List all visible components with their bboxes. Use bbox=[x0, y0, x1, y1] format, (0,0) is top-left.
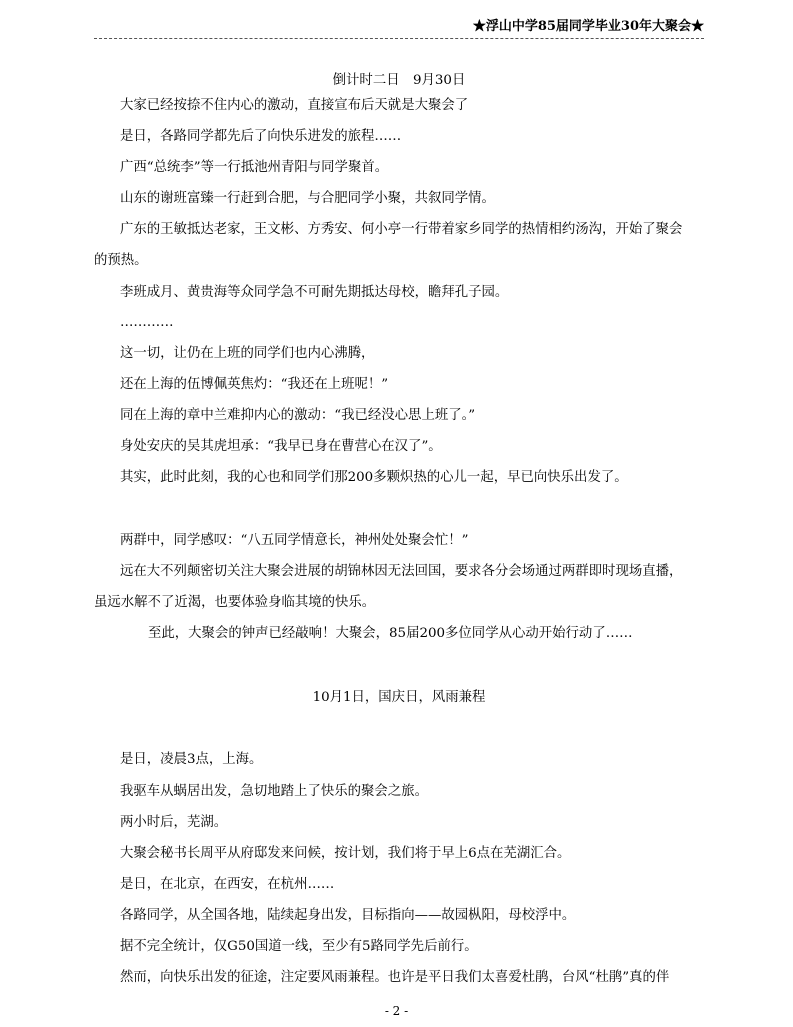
paragraph-line: 远在大不列颠密切关注大聚会进展的胡锦林因无法回国，要求各分会场通过两群即时现场直播， bbox=[120, 564, 683, 579]
header-rule bbox=[94, 38, 704, 39]
running-header: ★浮山中学85届同学毕业30年大聚会★ bbox=[472, 19, 704, 34]
paragraph-line: 大家已经按捺不住内心的激动，直接宣布后天就是大聚会了 bbox=[120, 98, 469, 113]
paragraph-line: 的预热。 bbox=[94, 253, 148, 268]
paragraph-line: 是日，各路同学都先后了向快乐进发的旅程…… bbox=[120, 129, 402, 144]
paragraph-line: 两群中，同学感叹：“八五同学情意长，神州处处聚会忙！” bbox=[120, 533, 469, 548]
paragraph-line: 广东的王敏抵达老家，王文彬、方秀安、何小亭一行带着家乡同学的热情相约汤沟，开始了聚会 bbox=[120, 222, 683, 237]
paragraph-line: 至此，大聚会的钟声已经敲响！大聚会，85届200多位同学从心动开始行动了…… bbox=[148, 626, 633, 641]
paragraph-line: 广西“总统李”等一行抵池州青阳与同学聚首。 bbox=[120, 160, 389, 175]
paragraph-line: 然而，向快乐出发的征途，注定要风雨兼程。也许是平日我们太喜爱杜鹃，台风“杜鹃”真的伴 bbox=[120, 970, 670, 985]
section-title-national-day: 10月1日，国庆日，风雨兼程 bbox=[312, 690, 486, 705]
section-title-countdown: 倒计时二日 9月30日 bbox=[332, 73, 466, 88]
page-number: - 2 - bbox=[384, 1004, 409, 1018]
paragraph-line: 是日，凌晨3点，上海。 bbox=[120, 752, 263, 767]
paragraph-line: 我驱车从蜗居出发，急切地踏上了快乐的聚会之旅。 bbox=[120, 784, 428, 799]
paragraph-line: 虽远水解不了近渴，也要体验身临其境的快乐。 bbox=[94, 595, 376, 610]
paragraph-line: 身处安庆的吴其虎坦承：“我早已身在曹营心在汉了”。 bbox=[120, 439, 442, 454]
ellipsis-line: ………… bbox=[120, 315, 174, 330]
paragraph-line: 这一切，让仍在上班的同学们也内心沸腾， bbox=[120, 346, 375, 361]
paragraph-line: 山东的谢班富臻一行赶到合肥，与合肥同学小聚，共叙同学情。 bbox=[120, 191, 495, 206]
paragraph-line: 各路同学，从全国各地，陆续起身出发，目标指向——故园枞阳，母校浮中。 bbox=[120, 908, 576, 923]
paragraph-line: 大聚会秘书长周平从府邸发来问候，按计划，我们将于早上6点在芜湖汇合。 bbox=[120, 846, 571, 861]
paragraph-line: 其实，此时此刻，我的心也和同学们那200多颗炽热的心儿一起，早已向快乐出发了。 bbox=[120, 470, 628, 485]
paragraph-line: 据不完全统计，仅G50国道一线，至少有5路同学先后前行。 bbox=[120, 939, 478, 954]
paragraph-line: 还在上海的伍博佩英焦灼：“我还在上班呢！” bbox=[120, 377, 389, 392]
paragraph-line: 同在上海的章中兰难抑内心的激动：“我已经没心思上班了。” bbox=[120, 408, 476, 423]
paragraph-line: 两小时后，芜湖。 bbox=[120, 815, 228, 830]
paragraph-line: 李班成月、黄贵海等众同学急不可耐先期抵达母校，瞻拜孔子园。 bbox=[120, 285, 509, 300]
paragraph-line: 是日，在北京，在西安，在杭州…… bbox=[120, 877, 335, 892]
